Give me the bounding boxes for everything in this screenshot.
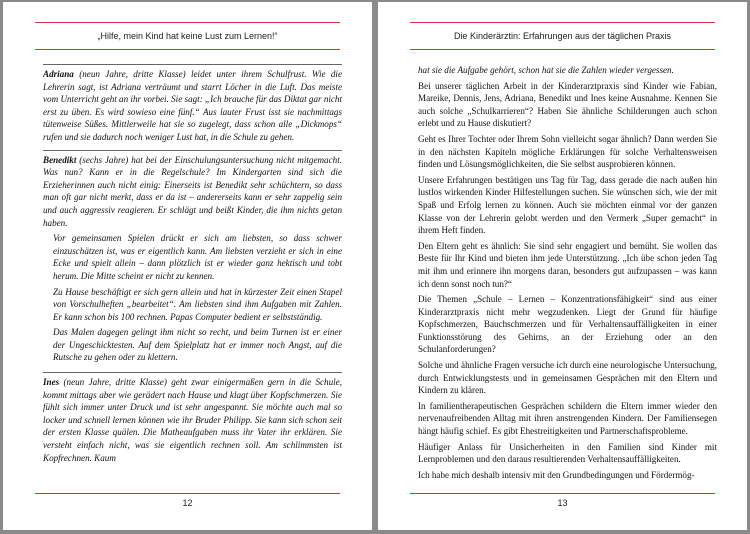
page-number: 13 bbox=[410, 493, 715, 508]
continuation-text: hat sie die Aufgabe gehört, schon hat sie die Zahlen wieder vergessen. bbox=[418, 65, 674, 75]
case-quote: Vor gemeinsamen Spielen drückt er sich am liebsten, so dass schwer einzuschätzen ist, was er eigentlich kann. Am liebsten verzieht er sich in eine Ecke und spielt allein – dann plötzlich ist er wieder ganz hektisch und tobt herum. Die Mitte scheint er nicht zu kennen. bbox=[53, 233, 342, 281]
case-name: Ines bbox=[43, 377, 60, 388]
case-name: Adriana bbox=[43, 69, 74, 79]
case-text: (sechs Jahre) hat bei der Einschulungsuntersuchung nicht mitgemacht. Was nun? Kann er in die Regelschule? Im Kindergarten sind sich die Erzieherinnen auch nicht einig: Einerseits ist Benedikt sehr schüchtern, so dass man oft gar nicht merkt, dass er da ist – andererseits kann er sehr zappelig sein und auch aggressiv reagieren. Er schlägt und beißt Kinder, die ihm nichts getan haben. bbox=[43, 154, 342, 228]
paragraph: Bei unserer täglichen Arbeit in der Kinderarztpraxis sind Kinder wie Fabian, Mareike, Dennis, Jens, Adriana, Benedikt und Ines keine Ausnahme. Kennen Sie auch solche „Schulkarrieren“? Haben Sie ähnliche Schilderungen auch schon erlebt und zu Hause diskutiert? bbox=[418, 80, 717, 129]
paragraph: Den Eltern geht es ähnlich: Sie sind sehr engagiert und bemüht. Sie wollen das Beste für Ihr Kind und bieten ihm jede Unterstützung. „Ich übe schon jeden Tag mit ihm und erinnere ihn morgens daran, besonders gut aufzupassen – was kann ich denn sonst noch tun?“ bbox=[418, 240, 717, 289]
paragraph: Ich habe mich deshalb intensiv mit den Grundbedingungen und Fördermög- bbox=[418, 469, 695, 480]
case-text: (neun Jahre, dritte Klasse) leidet unter ihrem Schulfrust. Wie die Lehrerin sagt, ist Adriana verträumt und starrt Löcher in die Luft. Das meiste vom Unterricht geht an ihr vorbei. Sie sagt: „Ich brauche für das Diktat gar nicht erst zu üben. Es wird sowieso eine fünf.“ Aus lauter Frust isst sie nachmittags tütenweise Süßes. Mittlerweile hat sie so zugelegt, dass schon alle „Dickmops“ rufen und sie dadurch noch weniger Lust hat, in die Schule zu gehen. bbox=[43, 69, 342, 142]
paragraph: Unsere Erfahrungen bestätigen uns Tag für Tag, dass gerade die nach außen hin lustlos wirkenden Kinder Hilfestellungen suchen. Sie wünschen sich, wie der mit Spaß und Erfolg lernen zu können. Auch sie möchten einmal vor der ganzen Klasse von der Lehrerin gelobt werden und den Vermerk „Super gemacht“ in ihrem Heft finden. bbox=[418, 174, 717, 236]
page-number: 12 bbox=[35, 493, 340, 508]
paragraph: In familientherapeutischen Gesprächen schildern die Eltern immer wieder den nervenaufreibenden Alltag mit ihren anstrengenden Kindern. Der Familiensegen hängt häufig schief. Es gibt Ehestreitigkeiten und Partnerschaftsprobleme. bbox=[418, 400, 717, 437]
case-block-adriana bbox=[43, 64, 342, 147]
case-name: Benedikt bbox=[43, 154, 77, 165]
left-page bbox=[3, 2, 372, 530]
case-block-ines bbox=[43, 372, 342, 467]
running-header: Die Kinderärztin: Erfahrungen aus der täglichen Praxis bbox=[410, 22, 715, 50]
running-header: „Hilfe, mein Kind hat keine Lust zum Lernen!“ bbox=[35, 22, 340, 50]
case-text: (neun Jahre, dritte Klasse) geht zwar einigermaßen gern in die Schule, kommt mittags aber wie gerädert nach Hause und klagt über Kopfschmerzen. Sie fühlt sich immer unter Druck und ist sehr angespannt. Sie möchte auch mal so locker und schnell lernen können wie ihr Bruder Philipp. Sie kann sich schon seit der ersten Klasse quälen. Die Matheaufgaben muss ihr Vater ihr erklären. Sie versteht einfach nicht, was sie eigentlich rechnen soll. Am schlimmsten ist Kopfrechnen. Kaum bbox=[43, 377, 342, 463]
case-block-benedikt bbox=[43, 150, 342, 370]
paragraph: Geht es Ihrer Tochter oder Ihrem Sohn vielleicht sogar ähnlich? Dann werden Sie in den nächsten Kapiteln mögliche Erklärungen für solche Verhaltensweisen finden und Lösungsmöglichkeiten, die Sie selbst ausprobieren können. bbox=[418, 133, 717, 170]
paragraph: Häufiger Anlass für Unsicherheiten in den Familien sind Kinder mit Lernproblemen und den daraus resultierenden Verhaltensauffälligkeiten. bbox=[418, 441, 717, 465]
right-page bbox=[378, 2, 747, 530]
page-body bbox=[43, 64, 342, 486]
case-quote: Das Malen dagegen gelingt ihm nicht so recht, und beim Turnen ist er einer der Ungeschicktesten. Auf dem Spielplatz hat er immer noch Angst, auf die Rutsche zu gehen oder zu klettern. bbox=[53, 327, 342, 363]
paragraph: Die Themen „Schule – Lernen – Konzentrationsfähigkeit“ sind aus einer Kinderarztpraxis nicht mehr wegzudenken. Liegt der Grund für häufige Kopfschmerzen, Bauchschmerzen und für Verhaltensauffälligkeiten in einer Funktionsstörung des Gehirns, an der Erziehung oder an den Schulanforderungen? bbox=[418, 294, 717, 355]
case-quote: Zu Hause beschäftigt er sich gern allein und hat in kürzester Zeit einen Stapel von Vorschulheften „bearbeitet“. Am liebsten sind ihm Aufgaben mit Zahlen. Er kann schon bis 100 rechnen. Papas Computer bedient er selbstständig. bbox=[53, 286, 342, 322]
paragraph: Solche und ähnliche Fragen versuche ich durch eine neurologische Untersuchung, durch Entwicklungstests und in gemeinsamen Gesprächen mit den Eltern und Kindern zu klären. bbox=[418, 360, 717, 396]
page-body bbox=[418, 64, 717, 486]
